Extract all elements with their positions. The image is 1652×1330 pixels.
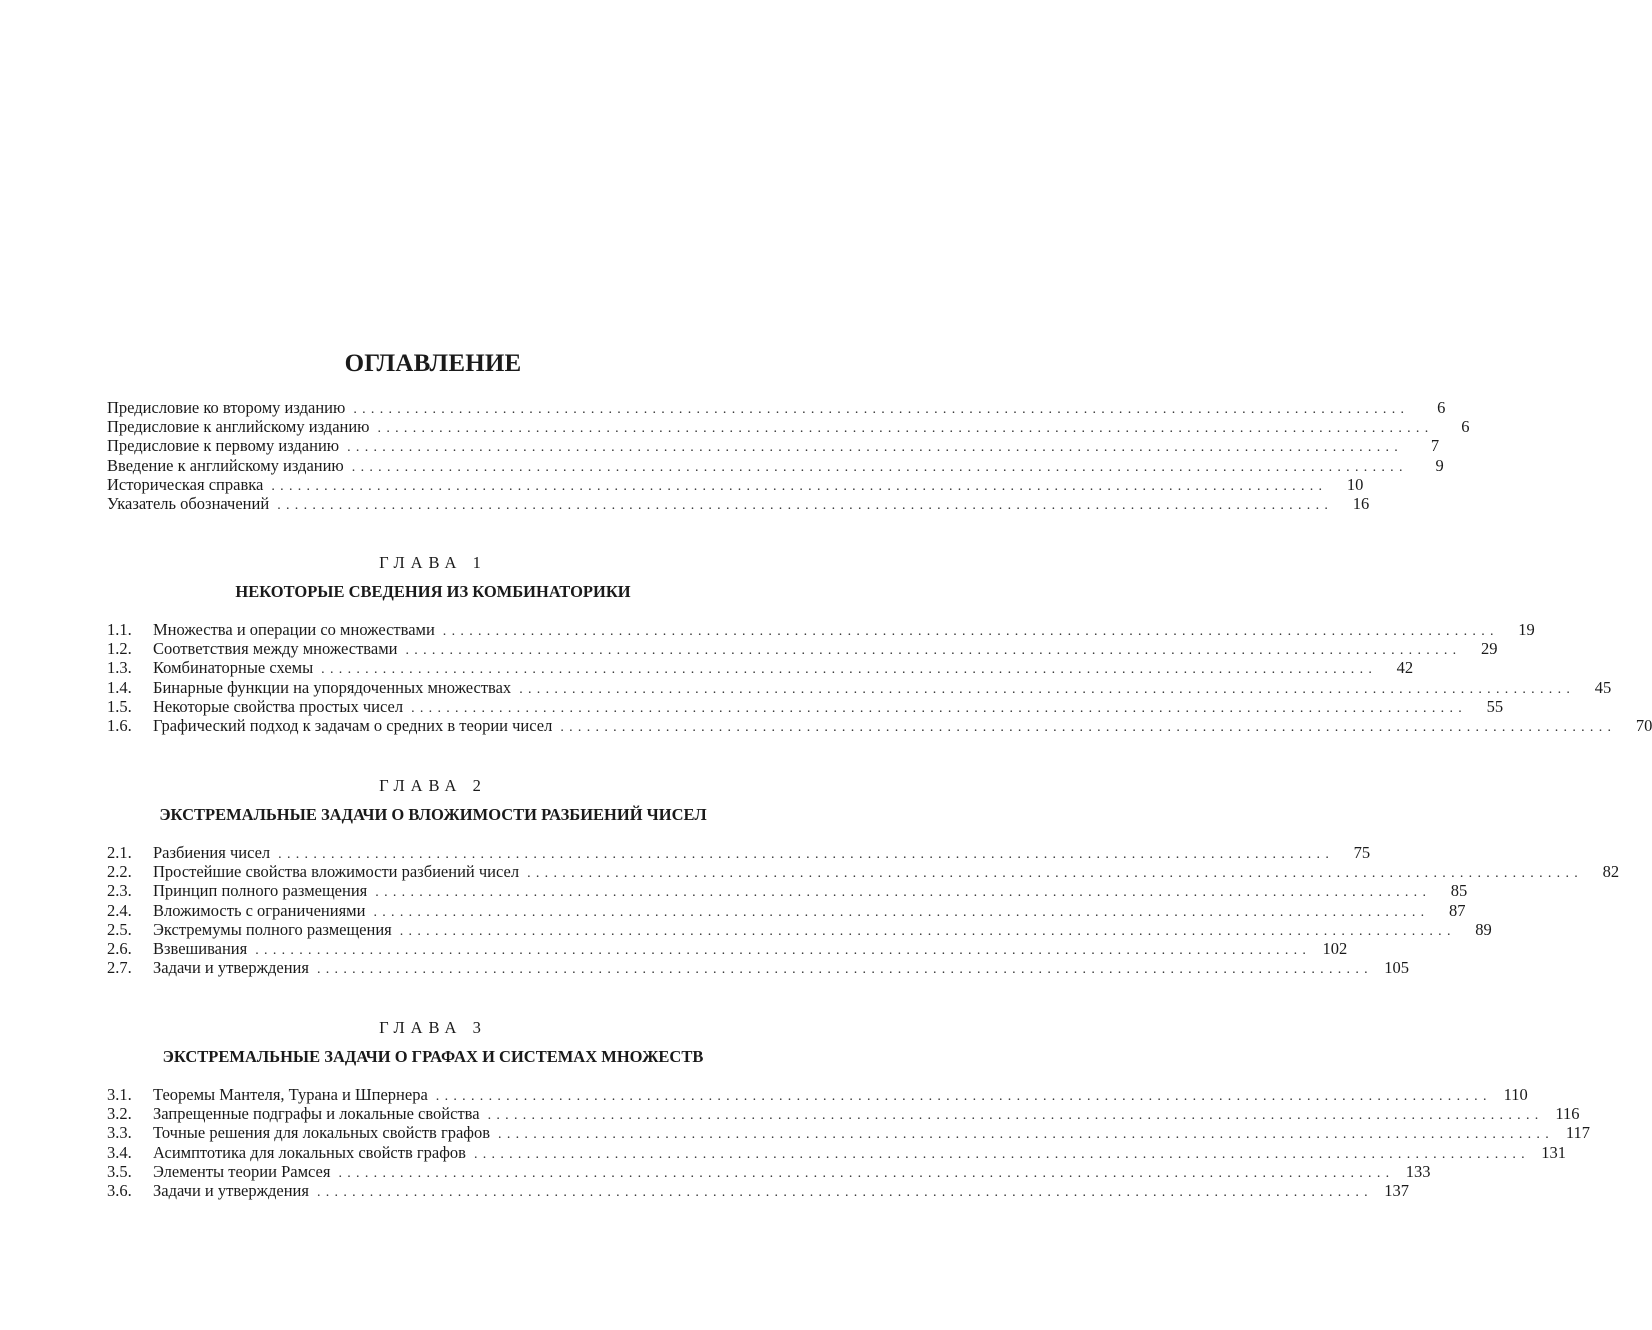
chapter-1-sections [107, 620, 1652, 735]
entry-page: 85 [1450, 881, 1468, 901]
chapter-2-title: ЭКСТРЕМАЛЬНЫЕ ЗАДАЧИ О ВЛОЖИМОСТИ РАЗБИЕНИЙ ЧИСЕЛ [159, 805, 707, 824]
entry-label: Задачи и утверждения [153, 1180, 309, 1200]
toc-entry[interactable] [107, 677, 1612, 697]
entry-label: Бинарные функции на упорядоченных множествах [153, 677, 512, 697]
dot-leader: ........................................................................................................................ [435, 1089, 1492, 1104]
chapter-3-heading: ГЛАВА 3 [379, 1018, 487, 1037]
front-matter-list [107, 398, 1470, 513]
section-number: 2.6. [107, 938, 132, 958]
entry-page: 117 [1565, 1123, 1591, 1143]
entry-label: Экстремумы полного размещения [153, 919, 392, 939]
section-number: 3.2. [107, 1104, 132, 1124]
dot-leader: ........................................................................................................................ [527, 866, 1584, 882]
entry-page: 45 [1594, 677, 1612, 697]
entry-page: 110 [1503, 1085, 1528, 1104]
dot-leader: ........................................................................................................................ [338, 1165, 1395, 1181]
entry-label: Графический подход к задачам о средних в теории чисел [153, 715, 553, 735]
entry-label: Множества и операции со множествами [153, 620, 435, 639]
toc-entry[interactable] [107, 938, 1348, 958]
section-number: 3.4. [107, 1142, 132, 1162]
dot-leader: ........................................................................................................................ [353, 402, 1410, 417]
section-number: 1.3. [107, 658, 132, 678]
toc-entry[interactable] [107, 474, 1364, 494]
entry-label: Соответствия между множествами [153, 639, 398, 659]
entry-page: 16 [1352, 493, 1370, 513]
toc-entry[interactable] [107, 455, 1444, 475]
toc-entry[interactable] [107, 639, 1498, 659]
entry-page: 105 [1384, 958, 1409, 978]
entry-label: Запрещенные подграфы и локальные свойства [153, 1104, 480, 1124]
section-number: 3.1. [107, 1085, 132, 1104]
entry-label: Асимптотика для локальных свойств графов [153, 1142, 466, 1162]
dot-leader: ........................................................................................................................ [405, 643, 1462, 659]
toc-entry[interactable] [107, 1142, 1566, 1162]
entry-page: 29 [1480, 639, 1498, 659]
chapter-1-heading: ГЛАВА 1 [379, 553, 487, 572]
section-number: 2.2. [107, 862, 132, 882]
entry-page: 87 [1448, 900, 1466, 920]
entry-label: Историческая справка [107, 474, 264, 494]
entry-label: Комбинаторные схемы [153, 658, 314, 678]
dot-leader: ........................................................................................................................ [377, 421, 1434, 437]
section-number: 3.6. [107, 1180, 132, 1200]
dot-leader: ........................................................................................................................ [271, 478, 1328, 494]
toc-title: ОГЛАВЛЕНИЕ [344, 350, 522, 377]
entry-label: Элементы теории Рамсея [153, 1161, 331, 1181]
entry-label: Предисловие к английскому изданию [107, 417, 370, 437]
chapter-2-sections [107, 843, 1620, 978]
entry-page: 55 [1486, 696, 1504, 716]
chapter-3-sections [107, 1085, 1591, 1200]
toc-entry[interactable] [107, 843, 1371, 862]
entry-page: 6 [1461, 417, 1470, 437]
toc-entry[interactable] [107, 900, 1466, 920]
entry-page: 116 [1555, 1104, 1580, 1124]
entry-label: Предисловие к первому изданию [107, 436, 340, 456]
section-number: 2.1. [107, 843, 132, 862]
toc-entry[interactable] [107, 862, 1620, 882]
toc-entry[interactable] [107, 493, 1370, 513]
entry-label: Точные решения для локальных свойств графов [153, 1123, 491, 1143]
toc-entry[interactable] [107, 398, 1446, 417]
dot-leader: ........................................................................................................................ [277, 497, 1334, 513]
toc-entry[interactable] [107, 1085, 1528, 1104]
entry-page: 82 [1602, 862, 1620, 882]
entry-page: 6 [1437, 398, 1446, 417]
toc-entry[interactable] [107, 881, 1468, 901]
dot-leader: ........................................................................................................................ [399, 923, 1456, 939]
entry-label: Некоторые свойства простых чисел [153, 696, 404, 716]
dot-leader: ........................................................................................................................ [519, 681, 1576, 697]
chapter-2-heading: ГЛАВА 2 [379, 776, 487, 795]
section-number: 3.3. [107, 1123, 132, 1143]
toc-entry[interactable] [107, 658, 1414, 678]
toc-entry[interactable] [107, 958, 1409, 978]
entry-label: Задачи и утверждения [153, 958, 309, 978]
toc-entry[interactable] [107, 1123, 1591, 1143]
section-number: 2.7. [107, 958, 132, 978]
dot-leader: ........................................................................................................................ [375, 885, 1432, 901]
toc-entry[interactable] [107, 715, 1652, 735]
toc-entry[interactable] [107, 417, 1470, 437]
entry-label: Принцип полного размещения [153, 881, 368, 901]
entry-label: Указатель обозначений [107, 493, 270, 513]
section-number: 2.3. [107, 881, 132, 901]
dot-leader: ........................................................................................................................ [411, 700, 1468, 716]
chapter-3-title: ЭКСТРЕМАЛЬНЫЕ ЗАДАЧИ О ГРАФАХ И СИСТЕМАХ МНОЖЕСТВ [162, 1047, 704, 1066]
toc-entry[interactable] [107, 919, 1492, 939]
entry-page: 131 [1541, 1142, 1566, 1162]
section-number: 2.5. [107, 919, 132, 939]
section-number: 1.1. [107, 620, 132, 639]
entry-page: 137 [1384, 1180, 1409, 1200]
entry-page: 19 [1518, 620, 1535, 639]
section-number: 1.2. [107, 639, 132, 659]
toc-entry[interactable] [107, 620, 1535, 639]
entry-page: 10 [1346, 474, 1364, 494]
entry-page: 42 [1396, 658, 1414, 678]
dot-leader: ........................................................................................................................ [316, 962, 1373, 978]
dot-leader: ........................................................................................................................ [487, 1108, 1544, 1124]
entry-page: 75 [1353, 843, 1371, 862]
dot-leader: ........................................................................................................................ [278, 847, 1335, 862]
dot-leader: ........................................................................................................................ [373, 904, 1430, 920]
entry-label: Разбиения чисел [153, 843, 271, 862]
entry-label: Предисловие ко второму изданию [107, 398, 346, 417]
entry-page: 102 [1322, 938, 1348, 958]
toc-entry[interactable] [107, 1180, 1409, 1200]
entry-label: Введение к английскому изданию [107, 455, 344, 475]
entry-page: 133 [1405, 1161, 1431, 1181]
entry-page: 9 [1435, 455, 1444, 475]
toc-entry[interactable] [107, 696, 1504, 716]
entry-page: 7 [1430, 436, 1440, 456]
entry-label: Теоремы Мантеля, Турана и Шпернера [153, 1085, 428, 1104]
entry-label: Вложимость с ограничениями [153, 900, 366, 920]
section-number: 2.4. [107, 900, 132, 920]
dot-leader: ........................................................................................................................ [560, 719, 1617, 735]
dot-leader: ........................................................................................................................ [316, 1184, 1373, 1200]
dot-leader: ........................................................................................................................ [351, 459, 1408, 475]
toc-entry[interactable] [107, 436, 1440, 456]
entry-label: Взвешивания [153, 938, 248, 958]
entry-page: 89 [1475, 919, 1492, 939]
entry-page: 70 [1635, 715, 1652, 735]
chapter-1-title: НЕКОТОРЫЕ СВЕДЕНИЯ ИЗ КОМБИНАТОРИКИ [235, 582, 631, 601]
dot-leader: ........................................................................................................................ [442, 624, 1499, 639]
toc-entry[interactable] [107, 1104, 1580, 1124]
section-number: 1.6. [107, 715, 132, 735]
section-number: 1.5. [107, 696, 132, 716]
dot-leader: ........................................................................................................................ [255, 942, 1312, 958]
entry-label: Простейшие свойства вложимости разбиений чисел [153, 862, 520, 882]
dot-leader: ........................................................................................................................ [473, 1146, 1530, 1162]
dot-leader: ........................................................................................................................ [498, 1127, 1555, 1143]
dot-leader: ........................................................................................................................ [347, 440, 1404, 456]
section-number: 3.5. [107, 1161, 132, 1181]
section-number: 1.4. [107, 677, 132, 697]
toc-entry[interactable] [107, 1161, 1431, 1181]
dot-leader: ........................................................................................................................ [321, 662, 1378, 678]
